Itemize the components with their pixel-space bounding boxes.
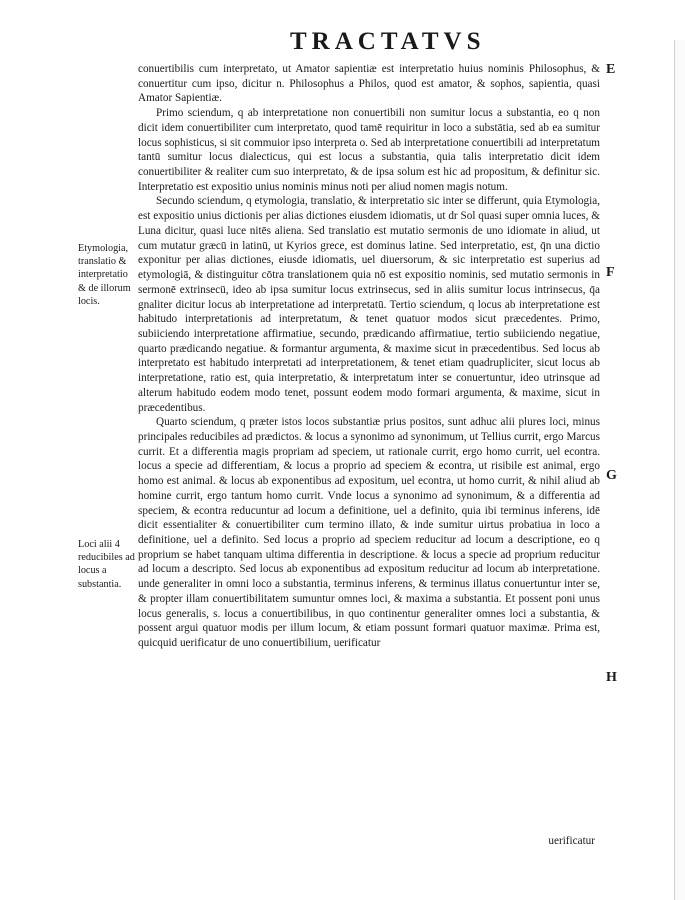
paragraph-4: Quarto sciendum, q præter istos locos substantiæ prius positos, sunt adhuc alii plures loci, minus principales reducibiles ad prædictos. & locus a synonimo ad synonimum, ut Tellius currit, ergo Marcus currit. Et a differentia magis propriam ad speciem, ut rationale currit, ergo homo currit, uel econtra. locus a specie ad differentiam, & locus a proprio ad speciem & econtra, ut risibile est animal, ergo homo est animal. & locus ab exponentibus ad expositum, uel econtra, ut homo currit, & nihil aliud ab homine currit, ergo tantum homo currit. Vnde locus a synonimo ad synonimum, & a differentia ad speciem, & econtra reducuntur ad locum a definitione, uel a definito, quia ibi terminus inferens, idē dicit essentialiter & conuertibiliter cum termino illato, & inde sumitur uirtus probatiua in loco a definitione, uel a definito. Sed locus a proprio ad speciem reducitur ad locum a descriptione, eo q proprium se habet tanquam ultima differentia in descriptione. & locus a specie ad proprium reducitur ad locum a descripto. Sed locus ab exponentibus ad expositum reducitur ad locum ab interpretatione. unde generaliter in omni loco a substantia, terminus inferens, & terminus illatus conuertuntur inter se, & propter illam conuertibilitatem sumuntur omnes loci, & maxima a substantia. Et possent poni unus locus generalis, s. locus a conuertibilibus, in quo continentur generaliter omnes loci a substantia, & possent argui quatuor modis per illum locum, & etiam possunt formari quatuor maximæ. Prima est, quicquid uerificatur de uno conuertibilium, uerificatur: [138, 416, 600, 650]
main-text: [138, 62, 600, 651]
margin-marker-e: E: [606, 62, 616, 77]
catchword: uerificatur: [548, 835, 595, 847]
paragraph-1: conuertibilis cum interpretato, ut Amator sapientiæ est interpretatio huius nominis Philosophus, & conuertitur cum ipso, dicitur n. Philosophus a Philos, quod est amator, & sophos, sapientia, quasi Amator Sapientiæ.: [138, 63, 600, 105]
paragraph-3: Secundo sciendum, q etymologia, translatio, & interpretatio sic inter se differunt, quia Etymologia, est expositio unius dictionis per alias dictiones eiusdem idiomatis, ut dr Sol quasi super omnia luces, & Luna dicitur, quasi luce nitēs aliena. Sed translatio est mutatio sermonis de uno idiomate in aliud, ut cum mutatur græcū in latinū, ut Kyrios grece, est dominus latine. Sed interpretatio, est, q̄n una dictio exponitur per alias dictiones, eiusde idiomatis, uel diuersorum, & sic interpretatio est superius ad etymologiā, & distinguitur cōtra translationem quia nō est expositio nominis, sed mutatio sermonis in sermonē extrinsecū, ideo ab ipsa sumitur locus extrinsecus, sed in aliis sumitur locus intrinsecus, q̄a gnaliter dicitur locus ab interpretatione ad interpretatū. Tertio sciendum, q locus ab interpretatione est habitudo interpretationis ad interpretatum, & tenet quatuor modos sicut præcedentes. Primo, subiiciendo interpretatione affirmatiue, secundo, prædicando affirmatiue, tertio subiiciendo negatiue, quarto prædicando negatiue. & formantur argumenta, & maxime sicut in præcedentibus. Sed locus ab interpretato est habitudo interpretati ad interpretationem, & tenet etiam quadrupliciter, sicut locus ab interpretatione, ratio est, quia interpretatio, & interpretatum inter se conuertuntur, ideo utrinsque ad alterum habitudo eodem modo tenet, possunt eodem modo formari argumenta, & maxime, sicut in præcedentibus.: [138, 195, 600, 414]
page-edge: [674, 40, 685, 900]
margin-marker-h: H: [606, 670, 617, 685]
paragraph-2: Primo sciendum, q ab interpretatione non conuertibili non sumitur locus a substantia, eo q non dicit idem conuertibiliter cum interpretato, quod tamē requiritur in loco a substātia, sed ab ea sumitur locus sophisticus, si sit commuior ipso interpreta o. Sed ab interpretatione conuertibili ad interpretatum tantū sumitur locus dialecticus, qui est locus a substantia, quia talis interpretatio dicit idem conuertibiliter & realiter cum suo interpretato, & de ipsa solum est hic ad propositum, & definitur sic. Interpretatio est expositio unius nominis minus noti per aliud nomen magis notum.: [138, 107, 600, 193]
side-note-etymologia: Etymologia, translatio & interpretatio & de illorum locis.: [78, 243, 131, 307]
side-note-loci: Loci alii 4 reducibiles ad locus a substantia.: [78, 539, 135, 590]
margin-marker-f: F: [606, 265, 615, 280]
margin-marker-g: G: [606, 468, 617, 483]
running-header: TRACTATVS: [290, 28, 486, 55]
